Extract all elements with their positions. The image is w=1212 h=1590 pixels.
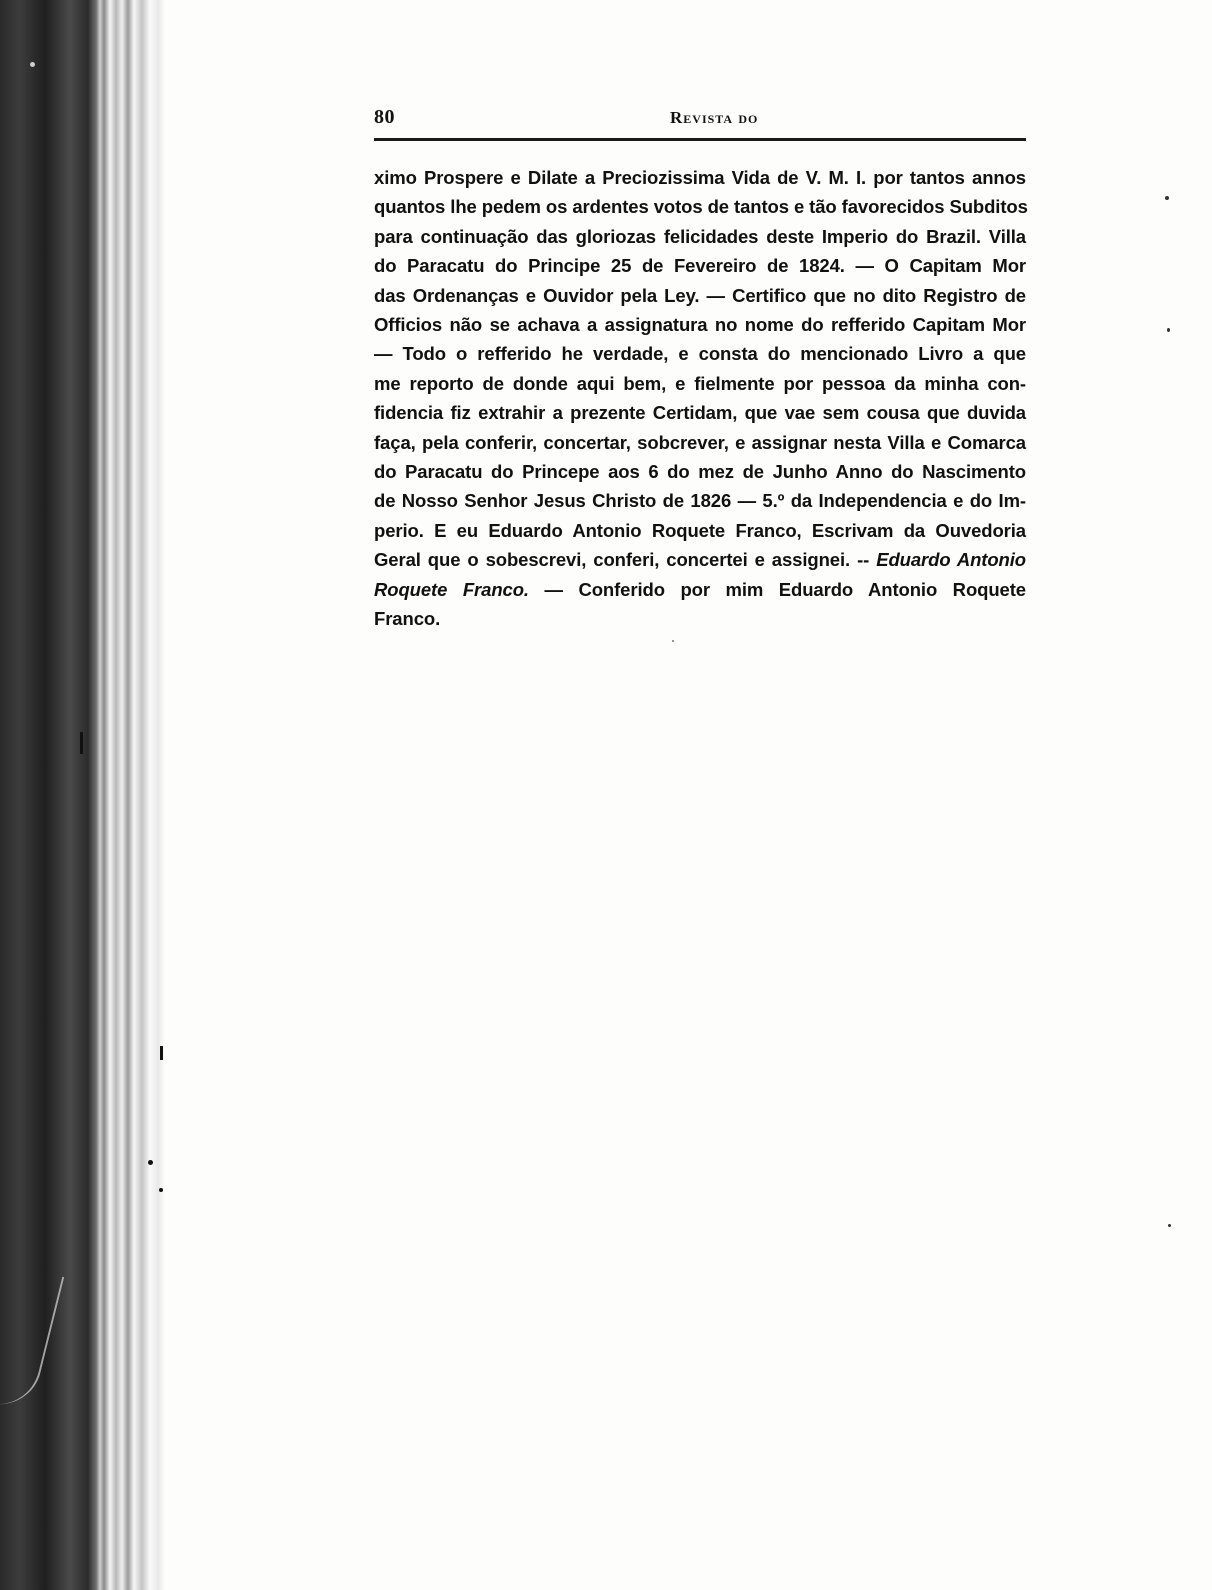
scan-artifact — [1168, 1224, 1171, 1227]
scan-artifact — [1167, 328, 1170, 332]
text-line: me reporto de donde aqui bem, e fielmente por pessoa da minha con- — [374, 372, 1026, 394]
scan-artifact — [80, 732, 83, 754]
running-head: Revista do — [670, 108, 759, 127]
scan-artifact — [1165, 196, 1169, 200]
header-rule — [374, 138, 1026, 141]
text-line: das Ordenanças e Ouvidor pela Ley. — Certifico que no dito Registro de — [374, 284, 1026, 306]
text-line: ximo Prospere e Dilate a Preciozissima Vida de V. M. I. por tantos annos — [374, 167, 1026, 188]
text-line: Officios não se achava a assignatura no nome do refferido Capitam Mor — [374, 314, 1026, 336]
text-line — [374, 575, 1026, 604]
scan-artifact — [672, 640, 674, 642]
scan-artifact — [160, 1046, 163, 1060]
body-paragraph — [374, 163, 1026, 634]
scan-artifact — [148, 1160, 153, 1165]
text-line — [374, 545, 1026, 574]
text-line: faça, pela conferir, concertar, sobcrever, e assignar nesta Villa e Comarca — [374, 431, 1026, 453]
signature-name: Roquete Franco. — [374, 578, 529, 600]
text-segment: Geral que o sobescrevi, conferi, concertei e assignei. -- — [374, 549, 870, 571]
text-line: — Todo o refferido he verdade, e consta do mencionado Livro a que — [374, 343, 1026, 365]
text-line: do Paracatu do Princepe aos 6 do mez de Junho Anno do Nascimento — [374, 461, 1026, 483]
text-line: Franco. — [374, 608, 441, 630]
text-line: perio. E eu Eduardo Antonio Roquete Franco, Escrivam da Ouvedoria — [374, 519, 1026, 541]
text-segment: — Conferido por mim Eduardo Antonio Roquete — [544, 578, 1026, 600]
text-line: fidencia fiz extrahir a prezente Certidam, que vae sem cousa que duvida — [374, 402, 1026, 424]
scan-artifact — [159, 1188, 163, 1192]
text-line: de Nosso Senhor Jesus Christo de 1826 — 5.º da Independencia e do Im- — [374, 490, 1026, 512]
page-number: 80 — [374, 106, 395, 128]
text-line: do Paracatu do Principe 25 de Fevereiro de 1824. — O Capitam Mor — [374, 255, 1026, 277]
page-header — [374, 104, 1026, 138]
signature-name: Eduardo Antonio — [876, 549, 1026, 571]
text-line: quantos lhe pedem os ardentes votos de tantos e tão favorecidos Subditos — [374, 196, 1028, 218]
text-line: para continuação das gloriozas felicidades deste Imperio do Brazil. Villa — [374, 225, 1026, 247]
scan-artifact — [30, 62, 35, 67]
